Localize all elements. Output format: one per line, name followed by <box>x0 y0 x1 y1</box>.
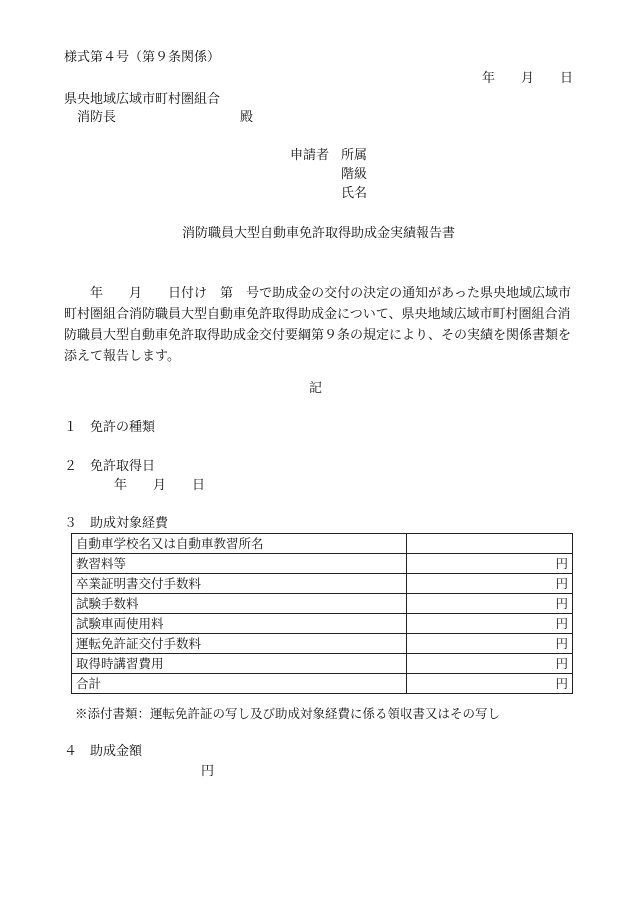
form-number: 様式第４号（第９条関係） <box>64 50 221 65</box>
cost-item-label: 合計 <box>72 674 407 694</box>
table-row <box>72 534 573 554</box>
addressee-honorific: 殿 <box>240 110 254 125</box>
section3-label: ３ 助成対象経費 <box>64 516 169 531</box>
cost-item-label: 試験手数料 <box>72 594 407 614</box>
body-date-month: 月 <box>129 286 143 301</box>
cost-item-label: 自動車学校名又は自動車教習所名 <box>72 534 407 554</box>
body-text: で助成金の交付の決定の通知があった県央地域広域市町村圏組合消防職員大型自動車免許取得助成金について、県央地域広域市町村圏組合消防職員大型自動車免許取得助成金交付要綱第９条の規定により、その実績を関係書類を添えて報告します。 <box>64 286 572 364</box>
section4-label: ４ 助成金額 <box>64 744 143 759</box>
cost-item-value: 円 <box>407 674 573 694</box>
body-number-suffix: 号 <box>246 286 260 301</box>
applicant-field-rank: 階級 <box>341 167 368 182</box>
cost-item-label: 教習料等 <box>72 554 407 574</box>
date-day: 日 <box>560 71 574 86</box>
report-date <box>482 71 573 87</box>
date-month: 月 <box>521 71 535 86</box>
addressee-org: 県央地域広域市町村圏組合 <box>64 92 221 107</box>
table-row <box>72 674 573 694</box>
ki-mark: 記 <box>309 381 323 396</box>
section2-day: 日 <box>192 478 206 493</box>
section2-year: 年 <box>114 478 128 493</box>
addressee-title: 消防長 <box>77 110 117 125</box>
cost-item-label: 取得時講習費用 <box>72 654 407 674</box>
section2-date <box>114 478 205 494</box>
cost-item-label: 運転免許証交付手数料 <box>72 634 407 654</box>
body-paragraph <box>64 283 574 367</box>
table-row <box>72 654 573 674</box>
section2-label: ２ 免許取得日 <box>64 459 156 474</box>
cost-table <box>71 533 573 694</box>
cost-item-value: 円 <box>407 614 573 634</box>
table-row <box>72 554 573 574</box>
table-row <box>72 574 573 594</box>
body-date-day: 日付け <box>168 286 208 301</box>
applicant-field-name: 氏名 <box>341 186 368 201</box>
body-date-year: 年 <box>90 286 104 301</box>
cost-item-value <box>407 534 573 554</box>
body-number-prefix: 第 <box>220 286 234 301</box>
cost-item-label: 試験車両使用料 <box>72 614 407 634</box>
addressee-line <box>77 110 253 126</box>
cost-item-value: 円 <box>407 574 573 594</box>
document-title: 消防職員大型自動車免許取得助成金実績報告書 <box>182 226 456 241</box>
applicant-label: 申請者 <box>290 148 330 163</box>
applicant-field-affiliation: 所属 <box>341 148 368 163</box>
section2-month: 月 <box>153 478 167 493</box>
date-year: 年 <box>482 71 496 86</box>
cost-item-label: 卒業証明書交付手数料 <box>72 574 407 594</box>
table-row <box>72 594 573 614</box>
section4-unit: 円 <box>201 764 215 779</box>
cost-item-value: 円 <box>407 594 573 614</box>
table-row <box>72 614 573 634</box>
section1-label: １ 免許の種類 <box>64 420 156 435</box>
cost-item-value: 円 <box>407 634 573 654</box>
cost-item-value: 円 <box>407 554 573 574</box>
table-row <box>72 634 573 654</box>
attachment-note: ※添付書類：運転免許証の写し及び助成対象経費に係る領収書又はその写し <box>75 706 501 721</box>
cost-item-value: 円 <box>407 654 573 674</box>
